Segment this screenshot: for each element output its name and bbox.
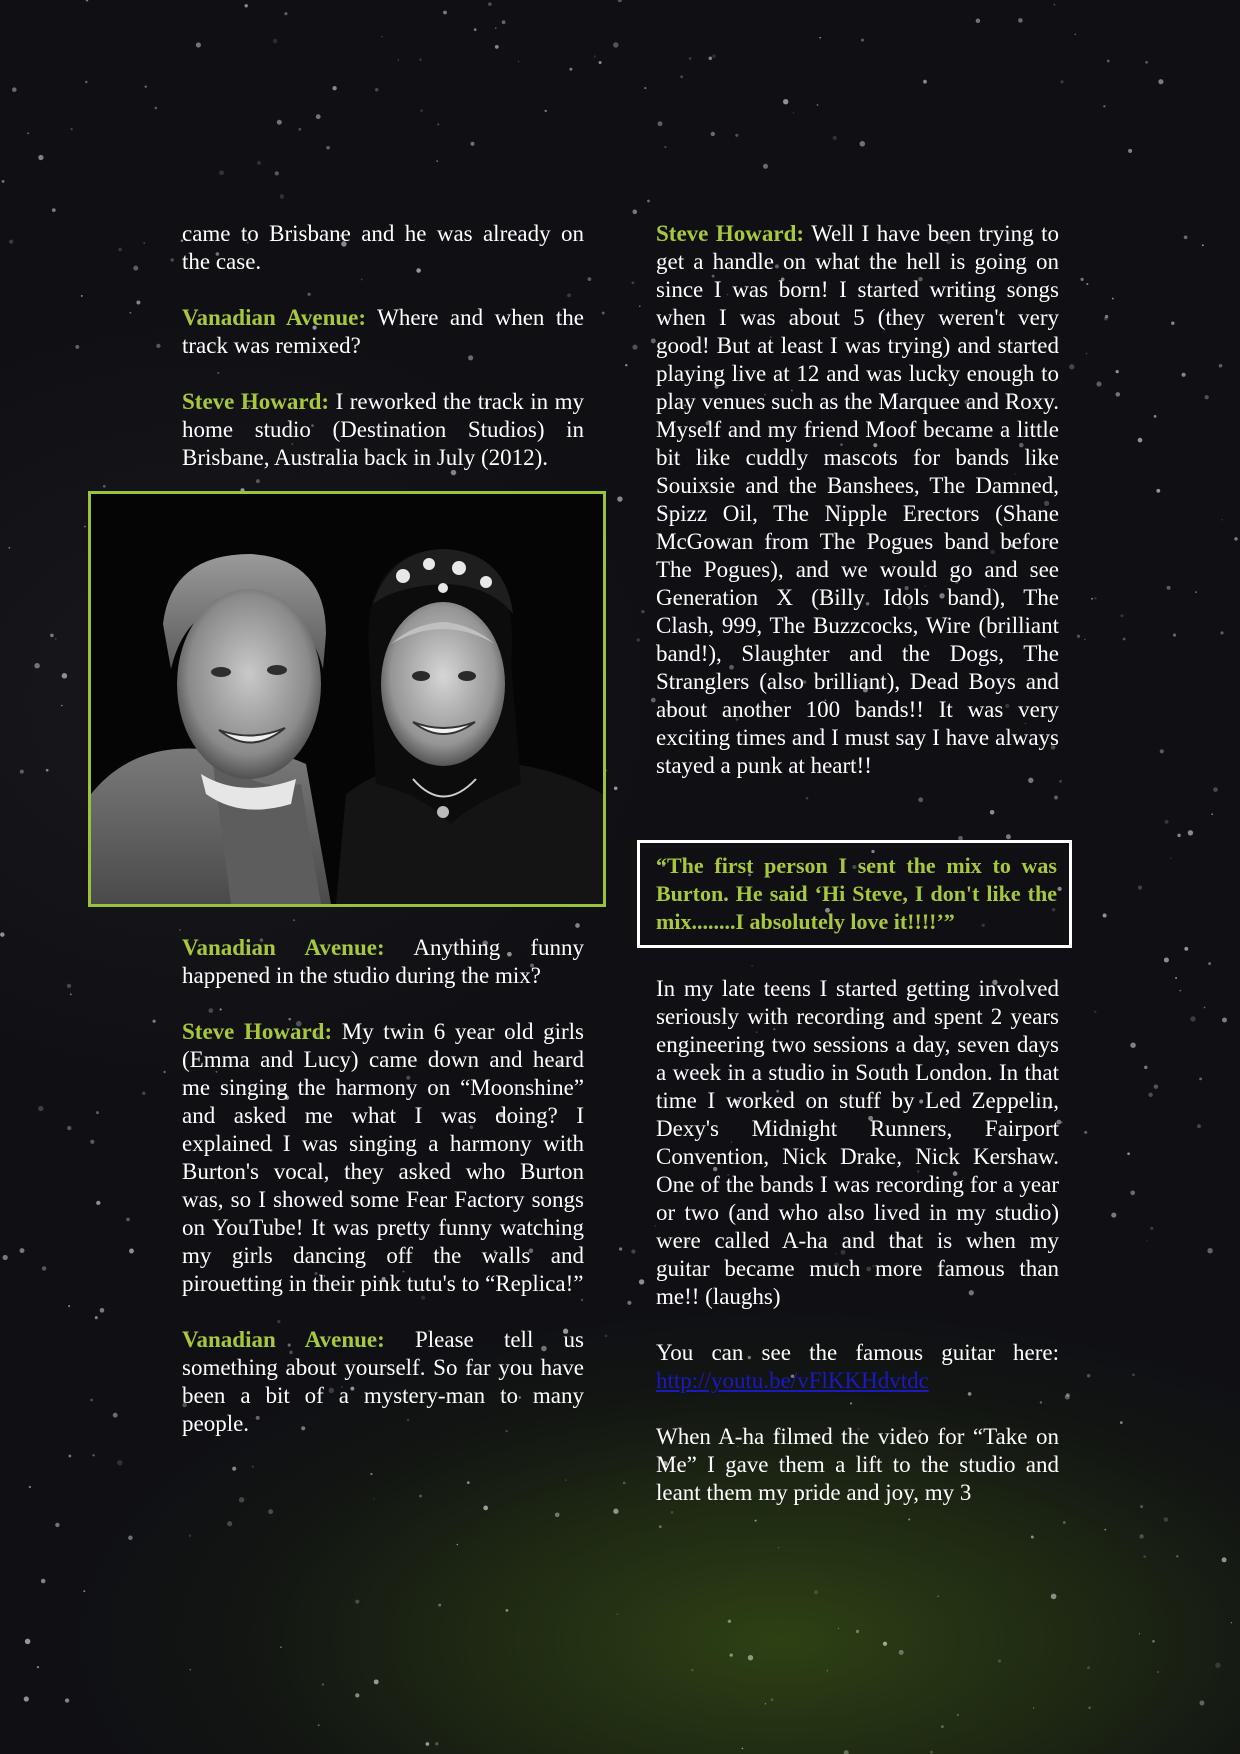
question-remix bbox=[182, 304, 584, 360]
answer-text: My twin 6 year old girls (Emma and Lucy) came down and heard me singing the harmony on “Moonshine” and asked me what I was doing? I explained I was singing a harmony with Burton's vocal, they asked who Burton was, so I showed some Fear Factory songs on YouTube! It was pretty funny watching my girls dancing off the walls and pirouetting in their pink tutu's to “Replica!” bbox=[182, 1019, 584, 1296]
paragraph-intro: came to Brisbane and he was already on the case. bbox=[182, 221, 584, 274]
speaker-label: Vanadian Avenue: bbox=[182, 935, 385, 960]
answer-remix bbox=[182, 388, 584, 472]
question-text: Anything funny happened in the studio during the mix? bbox=[182, 935, 584, 988]
answer-funny bbox=[182, 1018, 584, 1298]
pull-quote: “The first person I sent the mix to was Burton. He said ‘Hi Steve, I don't like the mix........I absolutely love it!!!!’” bbox=[637, 840, 1072, 948]
paragraph-famous-guitar bbox=[656, 1339, 1059, 1395]
interview-photo bbox=[88, 491, 606, 907]
speaker-label: Vanadian Avenue: bbox=[182, 1327, 385, 1352]
guitar-video-link[interactable]: http://youtu.be/vFlKKHdvtdc bbox=[656, 1368, 929, 1393]
left-column-top bbox=[182, 220, 584, 472]
answer-text: I reworked the track in my home studio (Destination Studios) in Brisbane, Australia back in July (2012). bbox=[182, 389, 584, 470]
paragraph-late-teens: In my late teens I started getting involved seriously with recording and spent 2 years engineering two sessions a day, seven days a week in a studio in South London. In that time I worked on stuff by Led Zeppelin, Dexy's Midnight Runners, Fairport Convention, Nick Drake, Nick Kershaw. One of the bands I was recording for a year or two (and who also lived in my studio) were called A-ha and that is when my guitar became much more famous than me!! (laughs) bbox=[656, 976, 1059, 1309]
right-column-top bbox=[656, 220, 1059, 780]
question-about-yourself bbox=[182, 1326, 584, 1438]
photo-two-men bbox=[91, 494, 603, 904]
answer-text: Well I have been trying to get a handle on what the hell is going on since I was born! I started writing songs when I was about 5 (they weren't very good! But at least I was trying) and started playing live at 12 and was lucky enough to play venues such as the Marquee and Roxy. Myself and my friend Moof became a little bit like cuddly mascots for bands like Souixsie and the Banshees, The Damned, Spizz Oil, The Nipple Erectors (Shane McGowan from The Pogues band before The Pogues), and we would go and see Generation X (Billy Idols band), The Clash, 999, The Buzzcocks, Wire (brilliant band!), Slaughter and the Dogs, The Stranglers (also brilliant), Dead Boys and about another 100 bands!! It was very exciting times and I must say I have always stayed a punk at heart!! bbox=[656, 221, 1059, 778]
speaker-label: Vanadian Avenue: bbox=[182, 305, 367, 330]
speaker-label: Steve Howard: bbox=[182, 389, 330, 414]
question-text: Where and when the track was remixed? bbox=[182, 305, 584, 358]
speaker-label: Steve Howard: bbox=[656, 221, 805, 246]
paragraph-take-on-me: When A-ha filmed the video for “Take on Me” I gave them a lift to the studio and leant them my pride and joy, my 3 bbox=[656, 1424, 1059, 1505]
right-column-bottom bbox=[656, 975, 1059, 1507]
question-funny bbox=[182, 934, 584, 990]
answer-about-yourself bbox=[656, 220, 1059, 780]
guitar-text: You can see the famous guitar here: bbox=[656, 1340, 1059, 1365]
question-text: Please tell us something about yourself. So far you have been a bit of a mystery-man to many people. bbox=[182, 1327, 585, 1436]
left-column-bottom bbox=[182, 934, 584, 1438]
speaker-label: Steve Howard: bbox=[182, 1019, 333, 1044]
